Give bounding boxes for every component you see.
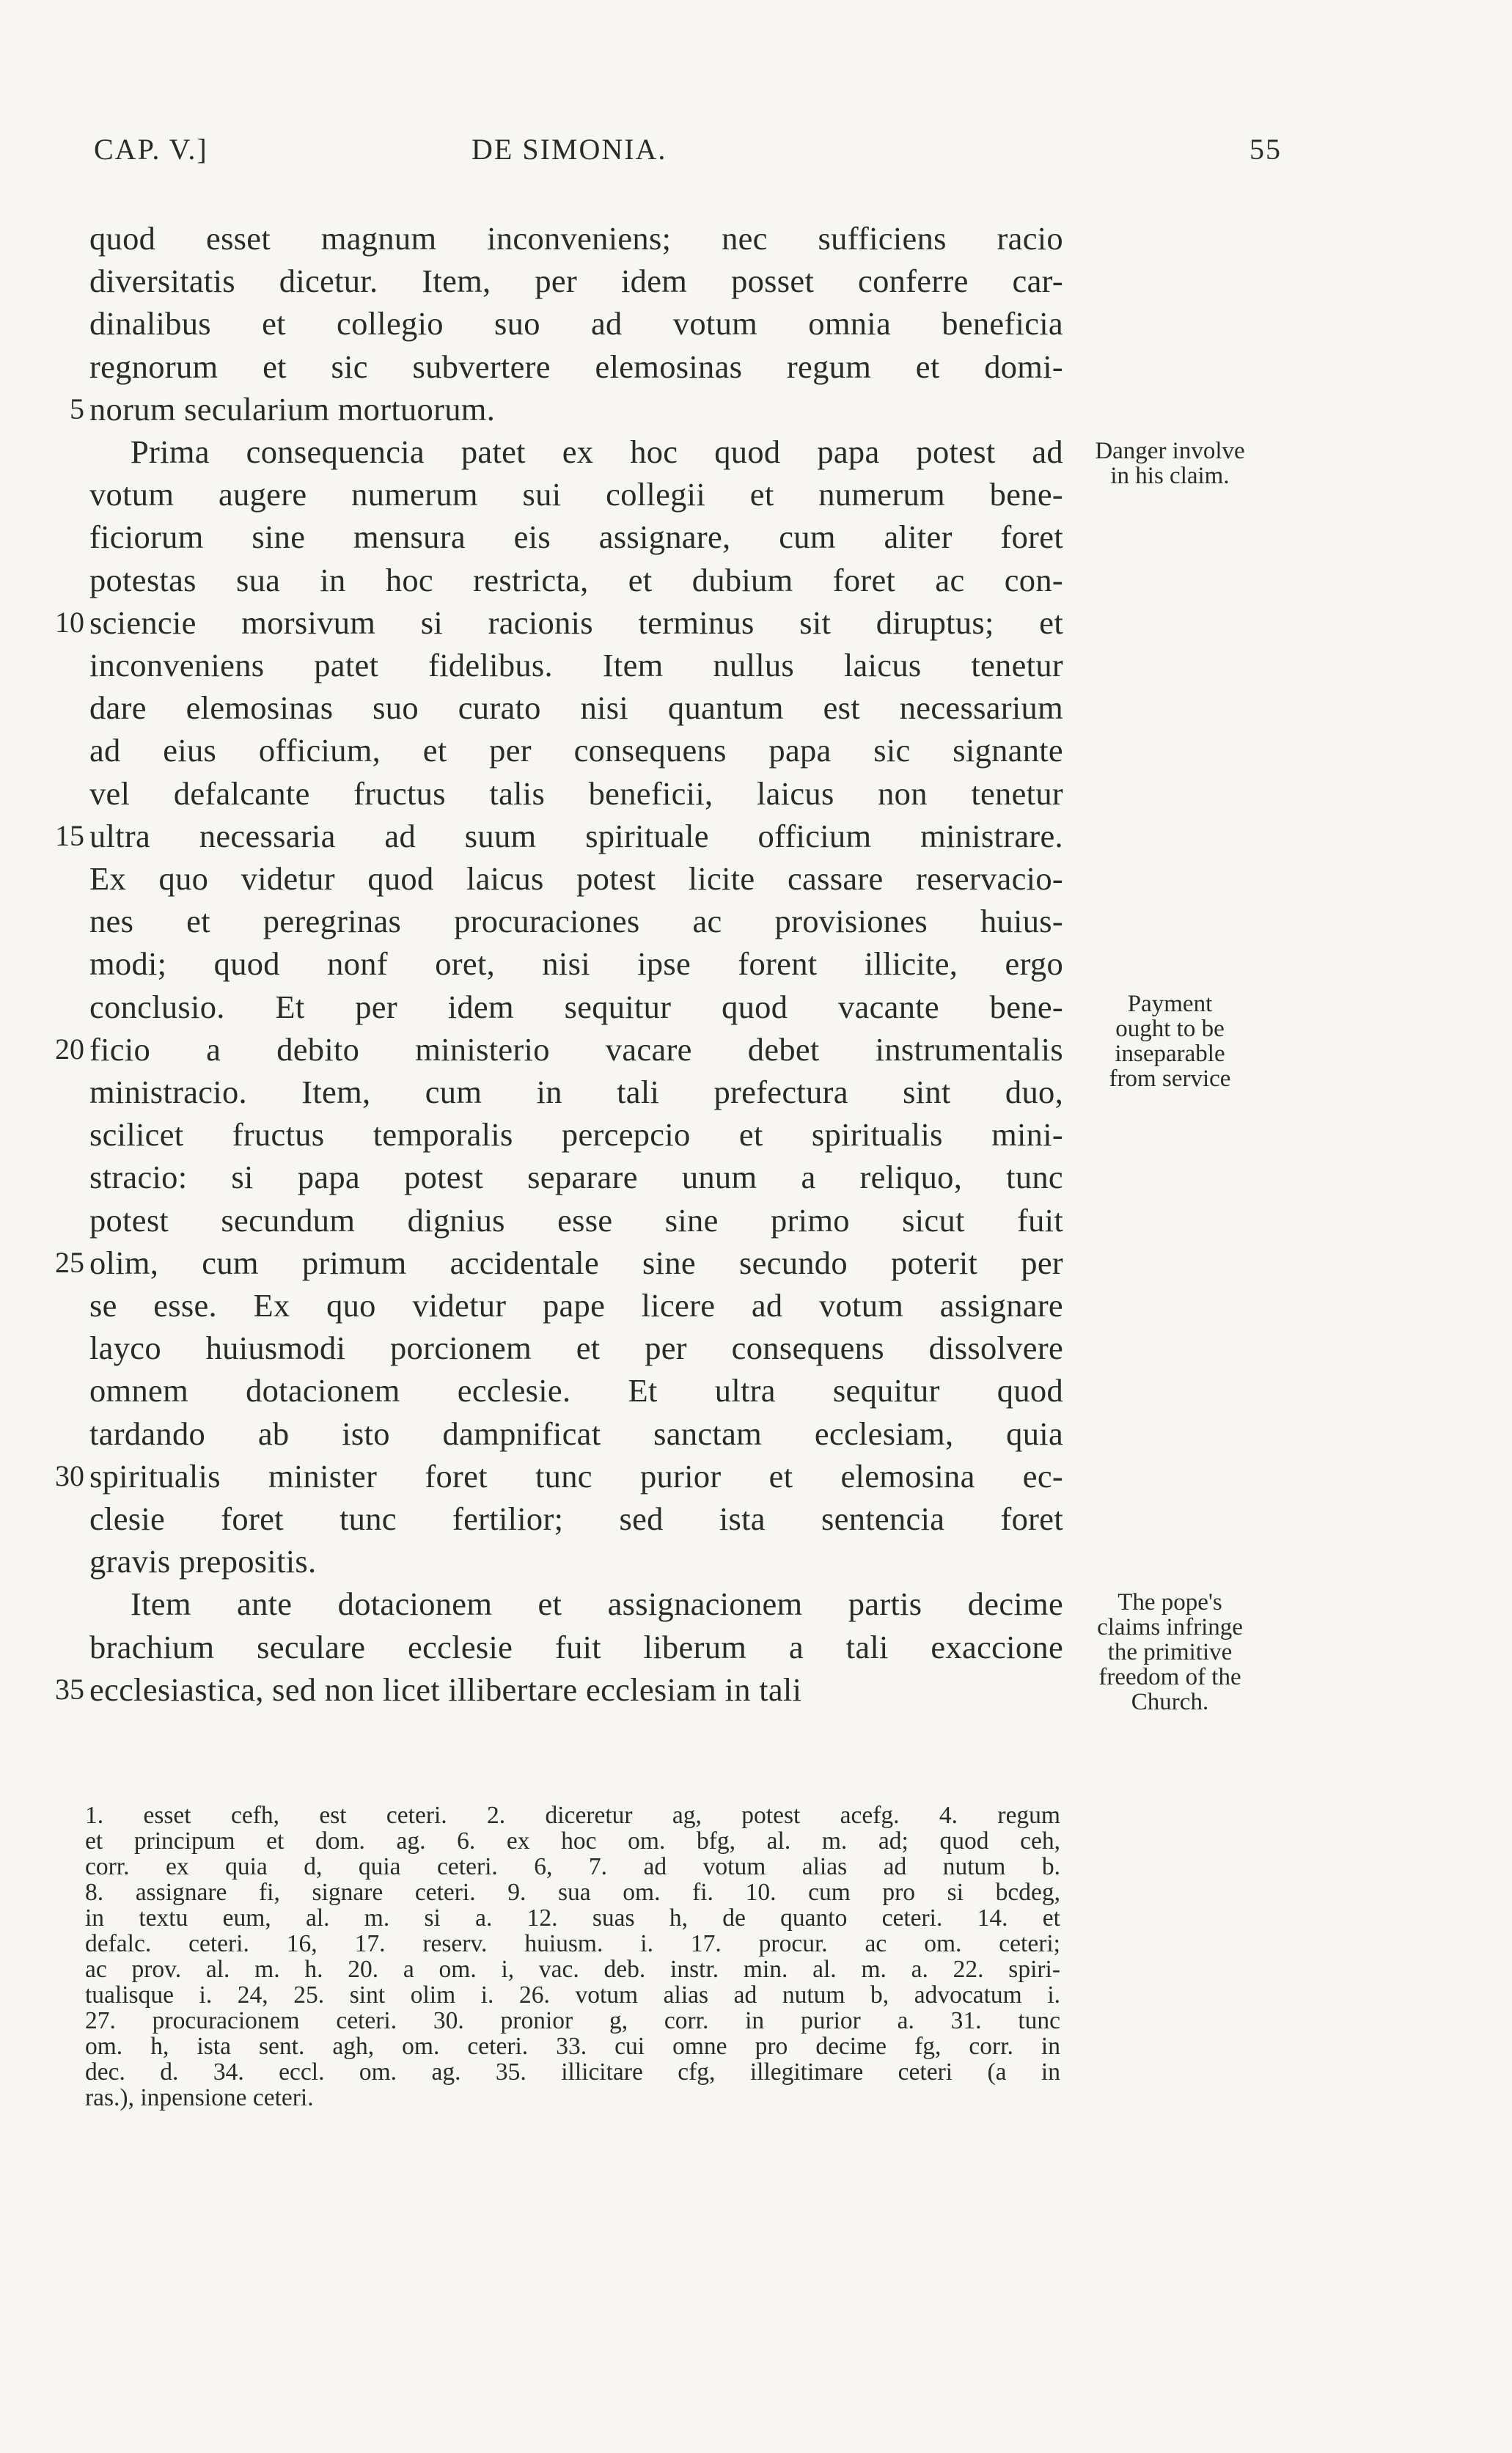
chapter-label: CAP. V.]: [94, 133, 208, 166]
text-line: nes et peregrinas procuraciones ac provisiones huius-: [89, 903, 1063, 940]
text-line: gravis prepositis.: [89, 1543, 317, 1580]
text-line: ecclesiastica, sed non licet illibertare ecclesiam in tali: [89, 1671, 802, 1708]
text-line: ficio a debito ministerio vacare debet instrumentalis: [89, 1030, 1063, 1068]
text-line: scilicet fructus temporalis percepcio et spiritualis mini-: [89, 1116, 1063, 1154]
text-line: spiritualis minister foret tunc purior et elemosina ec-: [89, 1457, 1063, 1495]
text-line: stracio: si papa potest separare unum a reliquo, tunc: [89, 1159, 1063, 1196]
text-line: clesie foret tunc fertilior; sed ista sentencia foret: [89, 1500, 1063, 1537]
footnote-line: defalc. ceteri. 16, 17. reserv. huiusm. i. 17. procur. ac om. ceteri;: [85, 1930, 1060, 1957]
text-line: regnorum et sic subvertere elemosinas regum et domi-: [89, 348, 1063, 385]
line-number: 35: [55, 1672, 84, 1706]
page-number: 55: [1249, 133, 1282, 166]
text-line: quod esset magnum inconveniens; nec sufficiens racio: [89, 220, 1063, 257]
text-line: votum augere numerum sui collegii et numerum bene-: [89, 476, 1063, 513]
margin-note-line: Church.: [1131, 1689, 1209, 1715]
text-line: ficiorum sine mensura eis assignare, cum aliter foret: [89, 518, 1063, 556]
footnotes: [85, 1803, 1060, 2111]
line-number: 10: [55, 605, 84, 639]
line-number: 25: [55, 1245, 84, 1279]
text-line: Ex quo videtur quod laicus potest licite cassare reservacio-: [89, 860, 1063, 897]
footnote-line: 8. assignare fi, signare ceteri. 9. sua om. fi. 10. cum pro si bcdeg,: [85, 1879, 1060, 1906]
text-line: se esse. Ex quo videtur pape licere ad votum assignare: [89, 1287, 1063, 1324]
text-line: dare elemosinas suo curato nisi quantum est necessarium: [89, 689, 1063, 727]
margin-note: [1069, 439, 1271, 488]
footnote-line: et principum et dom. ag. 6. ex hoc om. bfg, al. m. ad; quod ceh,: [85, 1827, 1060, 1855]
footnote-line: om. h, ista sent. agh, om. ceteri. 33. cui omne pro decime fg, corr. in: [85, 2033, 1060, 2060]
line-number: 5: [70, 392, 84, 425]
text-line: dinalibus et collegio suo ad votum omnia beneficia: [89, 305, 1063, 342]
footnote-line: dec. d. 34. eccl. om. ag. 35. illicitare cfg, illegitimare ceteri (a in: [85, 2058, 1060, 2086]
text-line: diversitatis dicetur. Item, per idem posset conferre car-: [89, 263, 1063, 300]
margin-note-line: freedom of the: [1098, 1664, 1241, 1690]
margin-note-line: Danger involve: [1095, 438, 1245, 464]
margin-note: [1069, 991, 1271, 1091]
footnote-line: ras.), inpensione ceteri.: [85, 2084, 314, 2111]
text-line: conclusio. Et per idem sequitur quod vacante bene-: [89, 988, 1063, 1025]
line-number: 15: [55, 818, 84, 852]
text-line: tardando ab isto dampnificat sanctam ecclesiam, quia: [89, 1415, 1063, 1452]
footnote-line: in textu eum, al. m. si a. 12. suas h, de quanto ceteri. 14. et: [85, 1904, 1060, 1932]
text-line: layco huiusmodi porcionem et per consequens dissolvere: [89, 1330, 1063, 1367]
running-title: DE SIMONIA.: [471, 133, 667, 166]
text-line: Prima consequencia patet ex hoc quod papa potest ad: [131, 433, 1063, 470]
footnote-line: ac prov. al. m. h. 20. a om. i, vac. deb. instr. min. al. m. a. 22. spiri-: [85, 1956, 1060, 1983]
margin-note-line: Payment: [1127, 991, 1213, 1017]
text-line: vel defalcante fructus talis beneficii, laicus non tenetur: [89, 774, 1063, 812]
line-number: 20: [55, 1032, 84, 1066]
margin-note-line: the primitive: [1107, 1639, 1233, 1665]
text-line: inconveniens patet fidelibus. Item nullus laicus tenetur: [89, 647, 1063, 683]
text-line: brachium seculare ecclesie fuit liberum a tali exaccione: [89, 1628, 1063, 1665]
text-line: ultra necessaria ad suum spirituale officium ministrare.: [89, 817, 1063, 854]
margin-note-line: inseparable: [1115, 1041, 1225, 1067]
text-line: potest secundum dignius esse sine primo sicut fuit: [89, 1201, 1063, 1239]
text-line: ministracio. Item, cum in tali prefectura sint duo,: [89, 1074, 1063, 1110]
text-line: olim, cum primum accidentale sine secundo poterit per: [89, 1244, 1063, 1281]
running-header: [94, 132, 1282, 176]
footnote-line: corr. ex quia d, quia ceteri. 6, 7. ad votum alias ad nutum b.: [85, 1853, 1060, 1880]
footnote-line: 27. procuracionem ceteri. 30. pronior g, corr. in purior a. 31. tunc: [85, 2007, 1060, 2034]
line-number: 30: [55, 1459, 84, 1492]
text-line: norum secularium mortuorum.: [89, 390, 496, 428]
text-line: omnem dotacionem ecclesie. Et ultra sequitur quod: [89, 1372, 1063, 1409]
margin-note-line: The pope's: [1118, 1589, 1222, 1616]
text-line: potestas sua in hoc restricta, et dubium foret ac con-: [89, 561, 1063, 598]
margin-note-line: ought to be: [1115, 1016, 1225, 1042]
margin-note-line: in his claim.: [1110, 463, 1230, 489]
footnote-line: tualisque i. 24, 25. sint olim i. 26. votum alias ad nutum b, advocatum i.: [85, 1981, 1060, 2009]
margin-note: [1069, 1590, 1271, 1715]
margin-note-line: from service: [1109, 1066, 1231, 1092]
text-line: ad eius officium, et per consequens papa sic signante: [89, 732, 1063, 769]
footnote-line: 1. esset cefh, est ceteri. 2. diceretur ag, potest acefg. 4. regum: [85, 1802, 1060, 1829]
text-line: modi; quod nonf oret, nisi ipse forent illicite, ergo: [89, 945, 1063, 983]
text-line: sciencie morsivum si racionis terminus sit diruptus; et: [89, 604, 1063, 641]
text-line: Item ante dotacionem et assignacionem partis decime: [131, 1585, 1063, 1623]
margin-note-line: claims infringe: [1097, 1614, 1243, 1640]
